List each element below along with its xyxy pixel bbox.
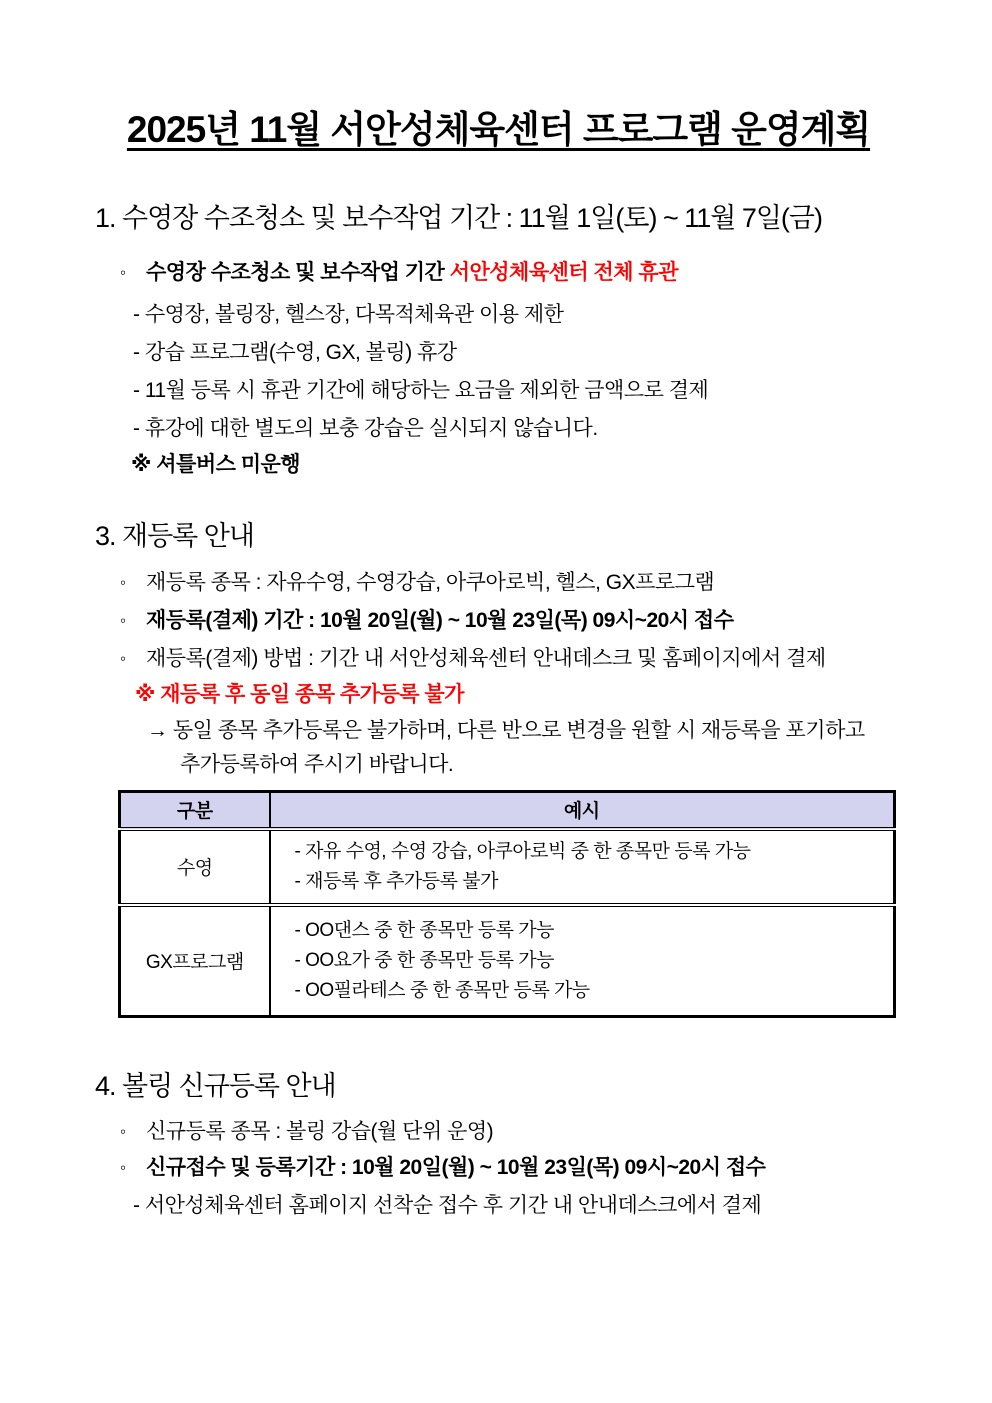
section4-item: - 서안성체육센터 홈페이지 선착순 접수 후 기간 내 안내데스크에서 결제	[133, 1194, 762, 1218]
section3-heading: 3. 재등록 안내	[95, 520, 254, 551]
table-cell-examples	[270, 905, 895, 1017]
section4-bullet	[95, 1117, 902, 1147]
closure-highlight-text: 서안성체육센터 전체 휴관	[449, 260, 679, 284]
section4-heading: 4. 볼링 신규등록 안내	[95, 1070, 336, 1101]
bullet-text: 신규접수 및 등록기간 : 10월 20일(월) ~ 10월 23일(목) 09시~20시 접수	[146, 1156, 766, 1180]
example-line: - 재등록 후 추가등록 불가	[294, 870, 498, 892]
registration-example-table	[118, 790, 896, 1018]
section1-item: - 휴강에 대한 별도의 보충 강습은 실시되지 않습니다.	[133, 416, 598, 440]
example-line: - OO댄스 중 한 종목만 등록 가능	[294, 919, 554, 941]
table-header-category: 구분	[120, 791, 270, 829]
section1-note: ※ 셔틀버스 미운행	[131, 452, 301, 476]
section1-item: - 수영장, 볼링장, 헬스장, 다목적체육관 이용 제한	[133, 302, 564, 326]
circle-bullet: ◦	[120, 1158, 126, 1178]
section3-bullet	[95, 568, 902, 598]
table-row-swim	[120, 829, 895, 905]
section3-note-restriction: ※ 재등록 후 동일 종목 추가등록 불가	[135, 682, 464, 706]
example-line: - 자유 수영, 수영 강습, 아쿠아로빅 중 한 종목만 등록 가능	[294, 840, 751, 862]
table-header-row	[120, 791, 895, 829]
section1-heading: 1. 수영장 수조청소 및 보수작업 기간 : 11월 1일(토) ~ 11월 7일(금)	[95, 203, 822, 234]
table-cell-category: GX프로그램	[120, 905, 270, 1017]
bullet-text: 재등록(결제) 기간 : 10월 20일(월) ~ 10월 23일(목) 09시~20시 접수	[146, 608, 734, 632]
circle-bullet: ◦	[120, 610, 126, 630]
closure-text: 수영장 수조청소 및 보수작업 기간	[146, 260, 450, 284]
example-line: - OO필라테스 중 한 종목만 등록 가능	[294, 979, 590, 1001]
section3-bullet	[95, 644, 902, 674]
circle-bullet: ◦	[120, 648, 126, 668]
example-line: - OO요가 중 한 종목만 등록 가능	[294, 949, 554, 971]
section1-item: - 11월 등록 시 휴관 기간에 해당하는 요금을 제외한 금액으로 결제	[133, 378, 709, 402]
circle-bullet: ◦	[120, 572, 126, 592]
page-title-text: 2025년 11월 서안성체육센터 프로그램 운영계획	[126, 109, 871, 150]
circle-bullet: ◦	[120, 1122, 126, 1142]
circle-bullet: ◦	[120, 262, 126, 282]
table-row-gx	[120, 905, 895, 1017]
section1-item: - 강습 프로그램(수영, GX, 볼링) 휴강	[133, 340, 457, 364]
section3-bullet	[95, 606, 902, 636]
table-cell-examples	[270, 829, 895, 905]
table-cell-category: 수영	[120, 829, 270, 905]
section3-arrow-line: → 동일 종목 추가등록은 불가하며, 다른 반으로 변경을 원할 시 재등록을 포기하고	[147, 718, 865, 742]
bullet-text: 재등록 종목 : 자유수영, 수영강습, 아쿠아로빅, 헬스, GX프로그램	[146, 570, 715, 594]
section4-bullet	[95, 1153, 902, 1183]
bullet-text: 재등록(결제) 방법 : 기간 내 서안성체육센터 안내데스크 및 홈페이지에서 결제	[146, 646, 826, 670]
section1-closure-line	[95, 258, 902, 288]
table-header-example: 예시	[270, 791, 895, 829]
section3-arrow-continuation: 추가등록하여 주시기 바랍니다.	[180, 752, 454, 776]
page-title	[95, 106, 902, 154]
bullet-text: 신규등록 종목 : 볼링 강습(월 단위 운영)	[146, 1120, 494, 1144]
